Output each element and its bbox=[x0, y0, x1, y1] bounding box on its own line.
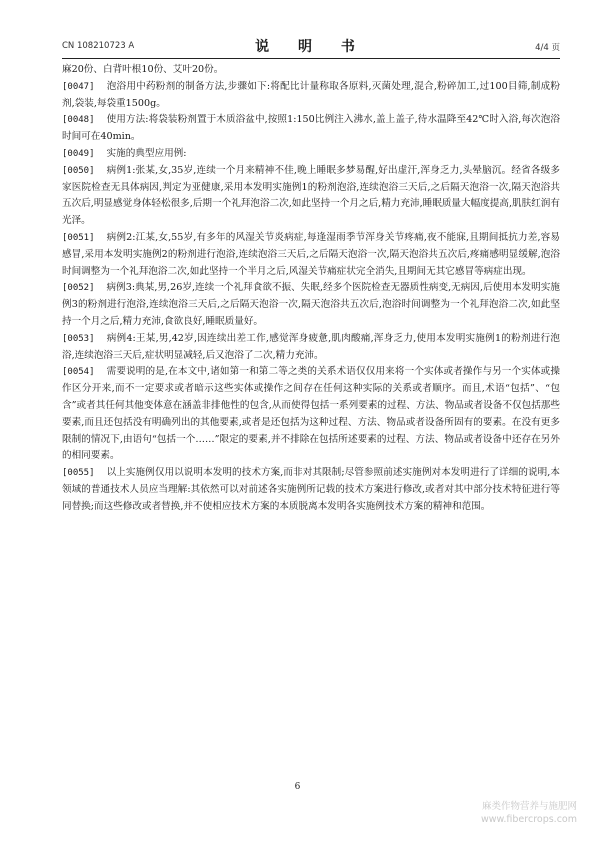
publication-number: CN 108210723 A bbox=[62, 41, 135, 51]
document-title: 说 明 书 bbox=[255, 39, 367, 55]
site-watermark bbox=[481, 800, 577, 826]
paragraph-number: [0048] bbox=[62, 115, 95, 126]
page-reference: 4/4 页 bbox=[535, 43, 560, 53]
paragraph-text: 需要说明的是,在本文中,诸如第一和第二等之类的关系术语仅仅用来将一个实体或者操作与另一个实体或操作区分开来,而不一定要求或者暗示这些实体或操作之间存在任何这种实际的关系或者顺序。而且,术语“包括”、“包含”或者其任何其他变体意在涵盖非排他性的包含,从而使得包括一系列要素的过程、方法、物品或者设备不仅包括那些要素,而且还包括没有明确列出的其他要素,或者是还包括为这种过程、方法、物品或者设备所固有的要素。在没有更多限制的情况下,由语句“包括一个……”限定的要素,并不排除在包括所述要素的过程、方法、物品或者设备中还存在另外的相同要素。 bbox=[62, 366, 560, 462]
paragraph-0053 bbox=[62, 331, 560, 365]
paragraph-text: 实施的典型应用例: bbox=[106, 147, 187, 159]
paragraph-text: 泡浴用中药粉剂的制备方法,步骤如下:将配比计量称取各原料,灭菌处理,混合,粉碎加工,过100目筛,制成粉剂,袋装,每袋重1500g。 bbox=[62, 80, 560, 109]
watermark-url: www.fibercrops.com bbox=[480, 814, 577, 825]
paragraph-text: 病例4:王某,男,42岁,因连续出差工作,感觉浑身疲惫,肌肉酸痛,浑身乏力,使用本发明实施例1的粉剂进行泡浴,连续泡浴三天后,症状明显减轻,后又泡浴了二次,精力充沛。 bbox=[62, 332, 560, 361]
paragraph-0055 bbox=[62, 465, 560, 515]
paragraph-number: [0047] bbox=[62, 81, 95, 92]
page-header bbox=[62, 36, 560, 58]
paragraph-text: 使用方法:将袋装粉剂置于木质浴盆中,按照1:150比例注入沸水,盖上盖子,待水温降至42℃时入浴,每次泡浴时间可在40min。 bbox=[62, 114, 560, 143]
watermark-site-name: 麻类作物营养与施肥网 bbox=[481, 801, 577, 812]
paragraph-0048 bbox=[62, 112, 560, 146]
paragraph-0052 bbox=[62, 280, 560, 330]
header-divider bbox=[62, 58, 560, 59]
paragraph-number: [0050] bbox=[62, 165, 95, 176]
paragraph-number: [0049] bbox=[62, 148, 95, 159]
paragraph-number: [0055] bbox=[62, 468, 95, 479]
paragraph-text: 病例1:张某,女,35岁,连续一个月来精神不佳,晚上睡眠多梦易醒,好出虚汗,浑身乏力,头晕脑沉。经省各级多家医院检查无具体病因,判定为亚健康,采用本发明实施例1的粉剂泡浴,连续泡浴三天后,之后隔天泡浴一次,隔天泡浴共五次后,明显感觉身体轻松很多,后期一个礼拜泡浴二次,如此坚持一个月之后,精力充沛,睡眠质量大幅度提高,肌肤红润有光泽。 bbox=[62, 164, 560, 227]
paragraph-0050 bbox=[62, 163, 560, 230]
page-number: 6 bbox=[294, 782, 301, 792]
paragraph-0051 bbox=[62, 230, 560, 280]
paragraph-0047 bbox=[62, 79, 560, 113]
paragraph-number: [0052] bbox=[62, 283, 95, 294]
paragraph-text: 以上实施例仅用以说明本发明的技术方案,而非对其限制;尽管参照前述实施例对本发明进行了详细的说明,本领域的普通技术人员应当理解:其依然可以对前述各实施例所记载的技术方案进行修改,或者对其中部分技术特征进行等同替换;而这些修改或者替换,并不使相应技术方案的本质脱离本发明各实施例技术方案的精神和范围。 bbox=[62, 467, 560, 512]
document-body bbox=[62, 62, 560, 516]
paragraph-0054 bbox=[62, 364, 560, 465]
paragraph-text: 麻20份、白背叶根10份、艾叶20份。 bbox=[62, 64, 224, 75]
paragraph-number: [0054] bbox=[62, 367, 95, 378]
paragraph-number: [0053] bbox=[62, 333, 95, 344]
paragraph-number: [0051] bbox=[62, 232, 95, 243]
paragraph-text: 病例2:江某,女,55岁,有多年的风湿关节炎病症,每逢湿雨季节浑身关节疼痛,夜不能寐,且期间抵抗力差,容易感冒,采用本发明实施例2的粉剂进行泡浴,连续泡浴三天后,之后隔天泡浴一次,隔天泡浴共五次后,疼痛感明显缓解,泡浴时间调整为一个礼拜泡浴二次,如此坚持一个半月之后,风湿关节痛症状完全消失,且期间无其它感冒等病症出现。 bbox=[62, 231, 560, 277]
paragraph-text: 病例3:典某,男,26岁,连续一个礼拜食欲不振、失眠,经多个医院检查无器质性病变,无病因,后使用本发明实施例3的粉剂进行泡浴,连续泡浴三天后,之后隔天泡浴一次,隔天泡浴共五次后,泡浴时间调整为一个礼拜泡浴二次,如此坚持一个月之后,精力充沛,食欲良好,睡眠质量好。 bbox=[62, 282, 560, 327]
paragraph-0049 bbox=[62, 146, 560, 163]
paragraph-continuation bbox=[62, 62, 560, 79]
